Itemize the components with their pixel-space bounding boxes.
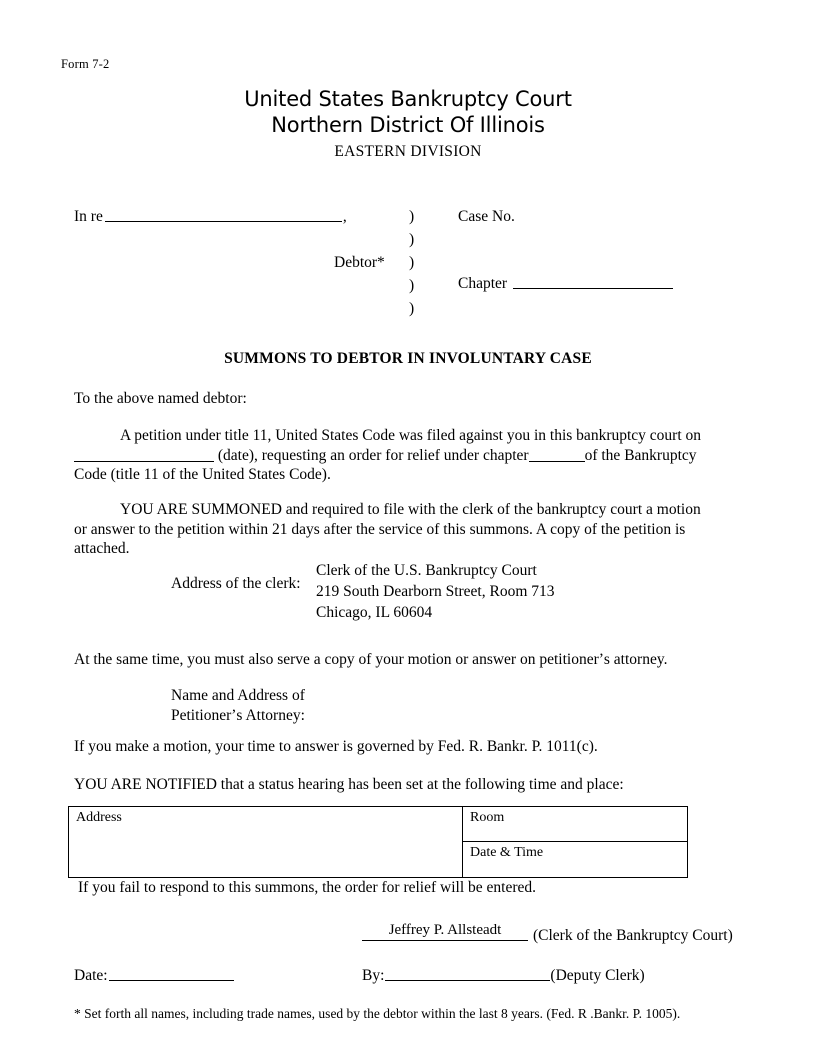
paren-2: ) [409,231,415,248]
chapter-label: Chapter [458,275,508,292]
notified-line: YOU ARE NOTIFIED that a status hearing has been set at the following time and place: [74,776,624,793]
date-label: Date: [74,967,108,984]
in-re-label: In re [74,208,103,225]
clerk-signature-name: Jeffrey P. Allsteadt [362,922,528,941]
paren-1: ) [409,208,415,225]
paren-3: ) [409,254,415,271]
clerk-address-line-3: Chicago, IL 60604 [316,604,433,621]
footnote: * Set forth all names, including trade names, used by the debtor within the last 8 years. (Fed. R .Bankr. P. 1005). [74,1006,681,1021]
petition-date-blank[interactable] [74,448,214,462]
paren-5: ) [409,300,415,317]
to-debtor-line: To the above named debtor: [74,390,247,407]
petitioner-attorney-line-2: Petitionerʼs Attorney: [171,706,305,724]
case-number-label: Case No. [458,208,515,225]
case-number-line [458,208,515,226]
summoned-paragraph [74,500,742,559]
in-re-line [74,208,347,226]
in-re-blank[interactable] [105,208,342,222]
deputy-clerk-label: (Deputy Clerk) [550,967,645,984]
form-number: Form 7-2 [61,57,110,71]
clerk-address-line-2: 219 South Dearborn Street, Room 713 [316,583,555,600]
debtor-label: Debtor* [334,254,385,271]
petition-paragraph [74,426,742,485]
petition-text-2: (date), requesting an order for relief under chapter [217,446,529,464]
hearing-address-header: Address [76,810,122,825]
case-caption [0,205,816,320]
summoned-text-3: attached. [74,540,130,557]
by-field-line [362,967,645,985]
motion-time-line: If you make a motion, your time to answer is governed by Fed. R. Bankr. P. 1011(c). [74,738,598,755]
clerk-address-block [316,560,555,623]
clerk-address-label: Address of the clerk: [171,575,301,592]
hearing-datetime-header: Date & Time [470,845,544,860]
petitioner-attorney-block [171,686,305,725]
hearing-room-cell[interactable] [463,807,687,842]
summoned-text-1: YOU ARE SUMMONED and required to file with the clerk of the bankruptcy court a motion [120,501,701,518]
paren-4: ) [409,277,415,294]
petitioner-attorney-line-1: Name and Address of [171,687,305,704]
clerk-signature-title: (Clerk of the Bankruptcy Court) [533,927,733,944]
hearing-table [68,806,688,878]
serve-attorney-line: At the same time, you must also serve a copy of your motion or answer on petitionerʼs attorney. [74,651,668,668]
hearing-room-header: Room [470,810,505,825]
clerk-address-line-1: Clerk of the U.S. Bankruptcy Court [316,562,537,579]
date-field-line [74,967,234,985]
petition-text-3: of the Bankruptcy [584,446,697,464]
paren-column [409,205,414,320]
chapter-line [458,275,673,293]
petition-text-1: A petition under title 11, United States Code was filed against you in this bankruptcy court on [120,427,702,444]
summoned-text-2: or answer to the petition within 21 days after the service of this summons. A copy of the petition is [74,520,686,538]
court-division: EASTERN DIVISION [334,143,482,160]
court-district-line2: Northern District Of Illinois [271,113,545,137]
date-blank[interactable] [109,967,234,981]
by-blank[interactable] [385,967,550,981]
court-name-line1: United States Bankruptcy Court [244,87,572,111]
hearing-address-cell[interactable] [69,807,463,877]
chapter-blank[interactable] [513,275,673,289]
in-re-comma: , [342,208,347,225]
petition-text-4: Code (title 11 of the United States Code). [74,466,331,483]
hearing-datetime-cell[interactable] [463,842,687,877]
document-title: SUMMONS TO DEBTOR IN INVOLUNTARY CASE [224,350,592,367]
petition-chapter-blank[interactable] [529,448,585,462]
by-label: By: [362,967,385,984]
fail-to-respond-line: If you fail to respond to this summons, the order for relief will be entered. [78,879,536,896]
court-heading [0,86,816,138]
